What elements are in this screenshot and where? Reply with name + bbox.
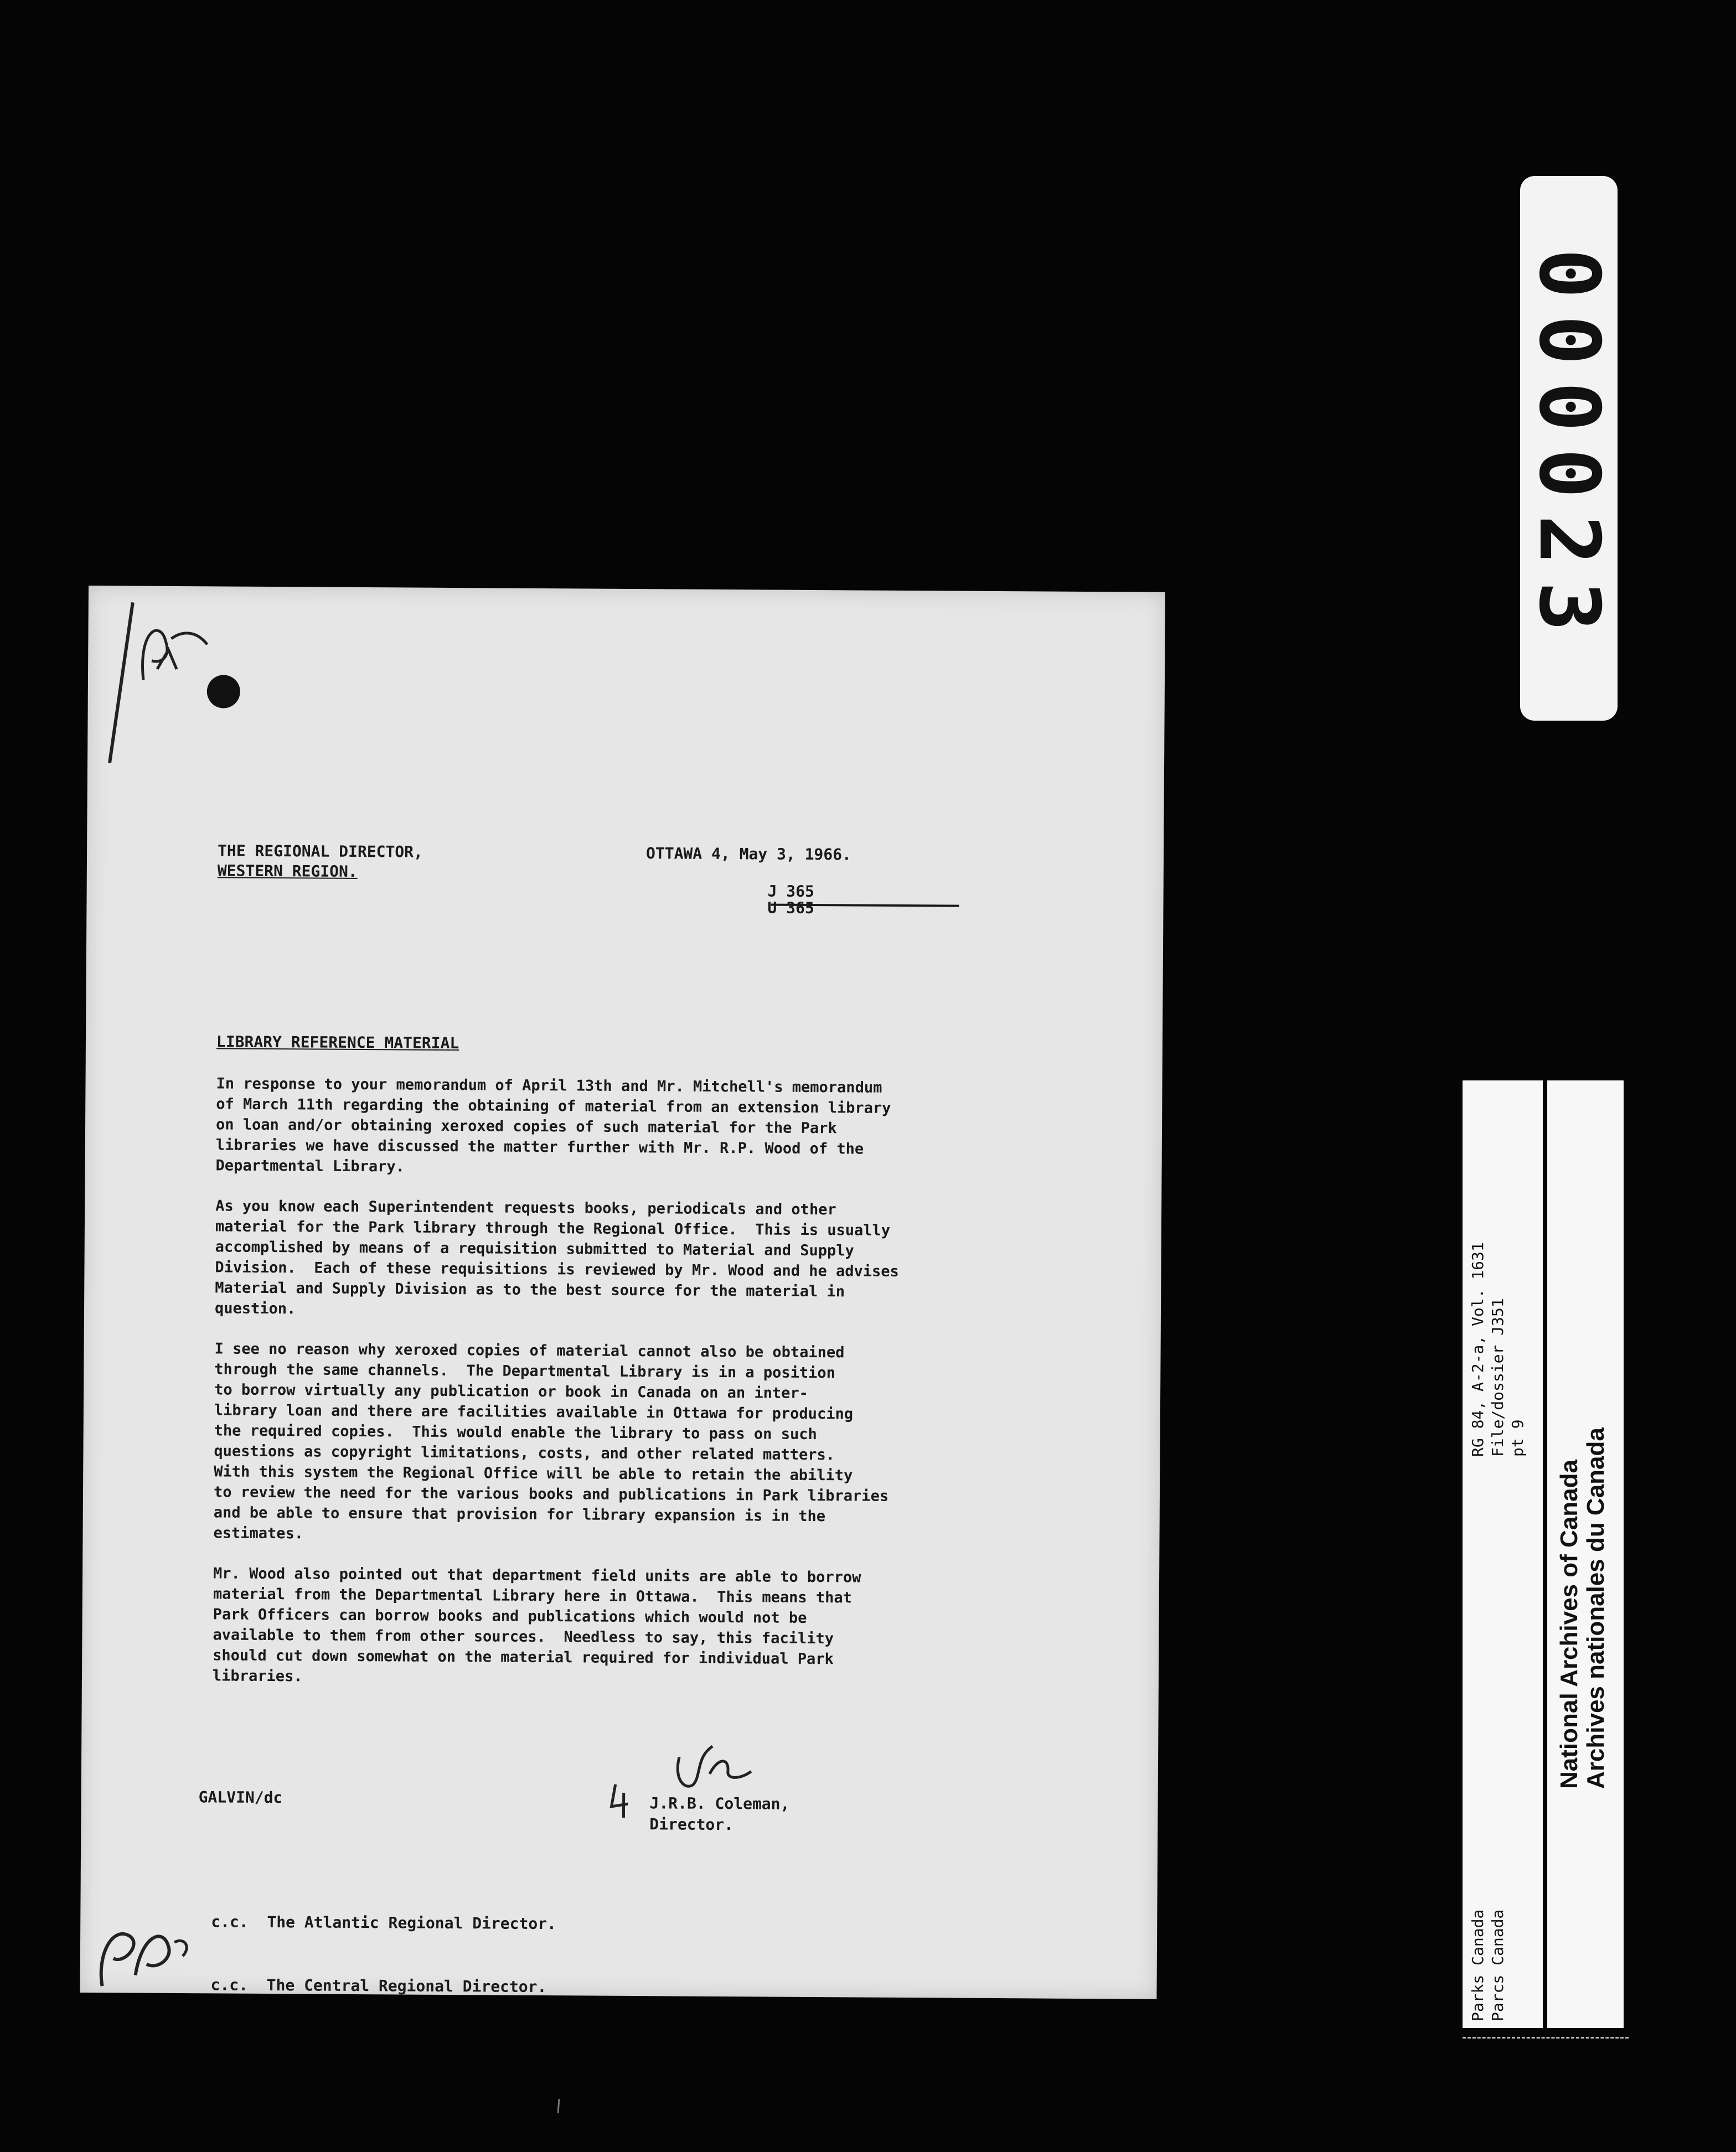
punch-hole: [207, 675, 240, 708]
cc-line: c.c. The Central Regional Director.: [210, 1975, 547, 1996]
handwritten-signature: [663, 1724, 774, 1802]
handwritten-corner-mark: [99, 597, 216, 769]
memo-page: [80, 586, 1165, 1999]
agency-english: Parks Canada: [1469, 1909, 1487, 2021]
memo-paragraph: I see no reason why xeroxed copies of material cannot also be obtained through the same channels. The Departmental Library is in a position to borrow virtually any publication or book in Canada on an inter- library loan and there are facilities available in Ottawa for producing the required copies. This would enable the library to pass on such questions as copyright limitations, costs, and other related matters. With this system the Regional Office will be able to retain the ability to review the need for the various books and publications in Park libraries and be able to ensure that provision for library expansion is in the estimates.: [213, 1340, 889, 1543]
signatory-block: [649, 1793, 789, 1836]
national-archives-label: [1547, 1080, 1624, 2028]
national-archives-french: Archives nationales du Canada: [1582, 1427, 1609, 1789]
memo-paragraph: Mr. Wood also pointed out that department field units are able to borrow material from the Departmental Library here in Ottawa. This means that Park Officers can borrow books and publications which would not be available to them from other sources. Needless to say, this facility should cut down somewhat on the material required for individual Park libraries.: [212, 1565, 861, 1685]
cc-line: c.c. The Atlantic Regional Director.: [211, 1912, 557, 1933]
addressee-region: WESTERN REGION.: [217, 861, 358, 881]
frame-number: 000023: [1521, 249, 1617, 648]
signatory-name: J.R.B. Coleman,: [649, 1794, 790, 1813]
archive-file-line: File/dossier J351: [1489, 1298, 1507, 1457]
carbon-copy-list: [210, 1869, 557, 2040]
memo-paragraph: In response to your memorandum of April 13th and Mr. Mitchell's memorandum of March 11th regarding the obtaining of material from an extension library on loan and/or obtaining xeroxed copies of such material for the Park libraries we have discussed the matter further with Mr. R.P. Wood of the Departmental Library.: [215, 1075, 891, 1176]
divider: [1463, 2037, 1629, 2039]
national-archives-text: [1556, 1427, 1609, 1789]
handwritten-bottom-mark: [80, 1903, 202, 1998]
file-code: J 365: [767, 882, 815, 901]
file-code: U 365: [767, 898, 814, 918]
signatory-title: Director.: [649, 1815, 734, 1834]
national-archives-english: National Archives of Canada: [1556, 1460, 1583, 1789]
memo-body: [213, 1073, 1091, 1711]
archive-part-line: pt 9: [1508, 1419, 1527, 1457]
archive-reference-label: [1463, 1080, 1543, 2028]
archive-reference-text: [1468, 1242, 1528, 1457]
addressee-block: [218, 841, 423, 882]
typist-reference: GALVIN/dc: [198, 1788, 283, 1807]
memo-paragraph: As you know each Superintendent requests books, periodicals and other material for the Park library through the Regional Office. This is usually accomplished by means of a requisition submitted to Material and Supply Division. Each of these requisitions is reviewed by Mr. Wood and he advises Material and Supply Division as to the best source for the material in question.: [214, 1197, 899, 1318]
memo-subject: LIBRARY REFERENCE MATERIAL: [216, 1032, 459, 1053]
frame-number-strip: [1520, 176, 1618, 721]
memo-date: OTTAWA 4, May 3, 1966.: [645, 844, 852, 864]
film-speck: [554, 2098, 565, 2114]
agency-french: Parcs Canada: [1489, 1909, 1507, 2021]
handwritten-initial: [607, 1782, 634, 1820]
addressee-line: THE REGIONAL DIRECTOR,: [217, 841, 423, 861]
file-codes: [767, 883, 814, 917]
agency-text: [1468, 1910, 1508, 2021]
archive-reference-line: RG 84, A-2-a, Vol. 1631: [1469, 1242, 1487, 1457]
